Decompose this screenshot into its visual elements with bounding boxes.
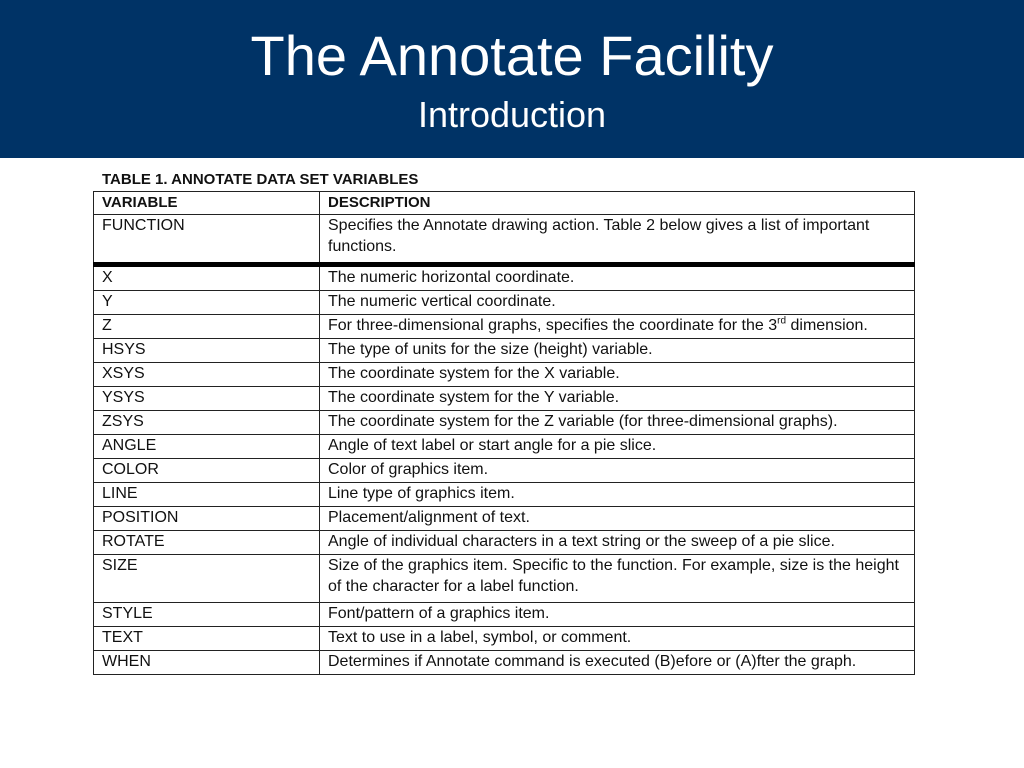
variable-cell: Y (94, 291, 320, 315)
description-cell (320, 315, 915, 339)
table-row (94, 483, 915, 507)
variable-cell: WHEN (94, 651, 320, 675)
table-row (94, 531, 915, 555)
title-banner (0, 0, 1024, 158)
description-cell: The numeric horizontal coordinate. (320, 265, 915, 291)
slide-subtitle: Introduction (417, 94, 607, 135)
variable-cell: Z (94, 315, 320, 339)
description-cell: Angle of individual characters in a text string or the sweep of a pie slice. (320, 531, 915, 555)
variable-cell: ROTATE (94, 531, 320, 555)
table-row (94, 265, 915, 291)
description-cell: Specifies the Annotate drawing action. Table 2 below gives a list of important functions. (320, 215, 915, 265)
description-cell: The numeric vertical coordinate. (320, 291, 915, 315)
variable-cell: TEXT (94, 627, 320, 651)
variable-cell: HSYS (94, 339, 320, 363)
variable-cell: YSYS (94, 387, 320, 411)
description-cell: Placement/alignment of text. (320, 507, 915, 531)
description-text-end: dimension. (786, 317, 868, 334)
column-header-description: DESCRIPTION (320, 192, 915, 215)
variable-cell: ZSYS (94, 411, 320, 435)
description-text: For three-dimensional graphs, specifies the coordinate for the 3 (328, 317, 778, 334)
table-row (94, 555, 915, 603)
table-row (94, 387, 915, 411)
variable-cell: LINE (94, 483, 320, 507)
description-cell: Angle of text label or start angle for a pie slice. (320, 435, 915, 459)
table-row (94, 603, 915, 627)
description-cell: The coordinate system for the Y variable. (320, 387, 915, 411)
variable-cell: SIZE (94, 555, 320, 603)
description-cell: Color of graphics item. (320, 459, 915, 483)
variables-table (93, 191, 915, 675)
description-cell: The type of units for the size (height) variable. (320, 339, 915, 363)
table-row (94, 215, 915, 265)
table-caption: TABLE 1. ANNOTATE DATA SET VARIABLES (102, 171, 419, 188)
description-cell: Font/pattern of a graphics item. (320, 603, 915, 627)
column-header-variable: VARIABLE (94, 192, 320, 215)
table-row (94, 363, 915, 387)
variable-cell: X (94, 265, 320, 291)
description-cell: Determines if Annotate command is executed (B)efore or (A)fter the graph. (320, 651, 915, 675)
table-row (94, 435, 915, 459)
variable-cell: ANGLE (94, 435, 320, 459)
table-row (94, 627, 915, 651)
table-row (94, 459, 915, 483)
variable-cell: COLOR (94, 459, 320, 483)
description-cell: Text to use in a label, symbol, or comment. (320, 627, 915, 651)
description-cell: The coordinate system for the X variable. (320, 363, 915, 387)
slide-title: The Annotate Facility (250, 24, 774, 87)
description-cell: The coordinate system for the Z variable (for three-dimensional graphs). (320, 411, 915, 435)
variable-cell: STYLE (94, 603, 320, 627)
table-row (94, 315, 915, 339)
table-row (94, 291, 915, 315)
table-row (94, 411, 915, 435)
variable-cell: FUNCTION (94, 215, 320, 265)
description-cell: Size of the graphics item. Specific to the function. For example, size is the height of the character for a label function. (320, 555, 915, 603)
ordinal-suffix: rd (777, 315, 787, 327)
table-row (94, 507, 915, 531)
table-header-row (94, 192, 915, 215)
description-cell: Line type of graphics item. (320, 483, 915, 507)
table-row (94, 651, 915, 675)
table-row (94, 339, 915, 363)
variable-cell: XSYS (94, 363, 320, 387)
variable-cell: POSITION (94, 507, 320, 531)
